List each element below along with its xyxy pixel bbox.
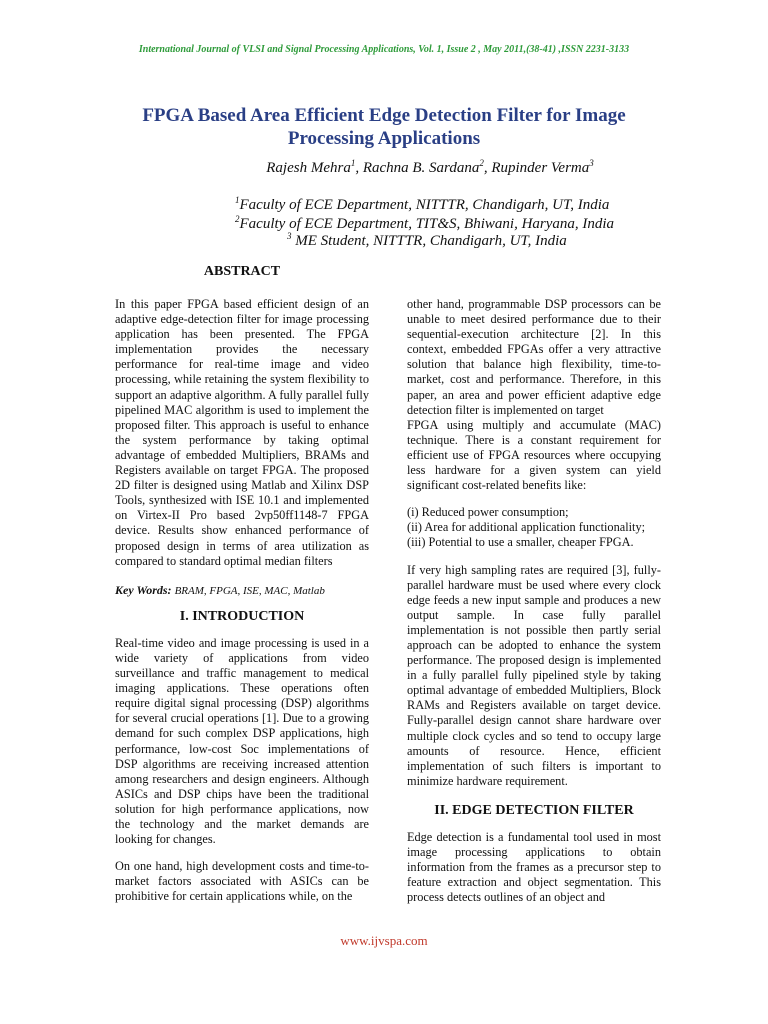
keywords	[115, 583, 369, 599]
author-superscript: 1	[350, 158, 356, 168]
right-column	[407, 297, 661, 905]
paragraph: If very high sampling rates are required [3], fully-parallel hardware must be used where every clock edge feeds a new input sample and produces a new output sample. In case fully parallel implementation is not possible then partly serial approach can be adopted to enhance the system performance. The proposed design is implemented in a fully parallel fully pipelined style by taking optimal advantage of embedded Multipliers, Block RAMs and Registers available on target device. Fully-parallel design cannot share hardware over multiple clock cycles and so tend to occupy large amounts of resource. Hence, efficient implementation of such filters is important to minimize hardware requirement.	[407, 562, 661, 788]
affiliation-text: ME Student, NITTTR, Chandigarh, UT, India	[291, 233, 567, 249]
affiliation-text: Faculty of ECE Department, NITTTR, Chandigarh, UT, India	[239, 197, 610, 213]
keywords-text: BRAM, FPGA, ISE, MAC, Matlab	[174, 584, 325, 597]
paragraph: On one hand, high development costs and time-to-market factors associated with ASICs can be prohibitive for certain applications while, on the	[115, 859, 369, 904]
affiliation-superscript: 1	[235, 195, 240, 205]
list-item: (i) Reduced power consumption;	[407, 505, 569, 520]
abstract-text: In this paper FPGA based efficient design of an adaptive edge-detection filter for image processing application has been presented. The FPGA implementation provides the necessary performance for real-time image and video processing, while retaining the system flexibility to support an adaptive algorithm. A fully parallel fully pipelined MAC algorithm is used to implement the proposed filter. This approach is useful to enhance the system performance by taking optimal advantage of embedded Multipliers, BRAMs and Registers available on target FPGA. The proposed 2D filter is designed using Matlab and Xilinx DSP Tools, synthesized with ISE 10.1 and implemented on Virtex-II Pro based 2vp50ff1148-7 FPGA device. Results show enhanced performance of proposed design in terms of area utilization as compared to standard optimal median filters	[115, 297, 369, 568]
affiliation-text: Faculty of ECE Department, TIT&S, Bhiwani, Haryana, India	[239, 216, 615, 232]
edge-detection-heading: II. EDGE DETECTION FILTER	[434, 802, 634, 818]
introduction-heading: I. INTRODUCTION	[179, 608, 305, 624]
paper-title: FPGA Based Area Efficient Edge Detection Filter for Image Processing Applications	[142, 105, 626, 149]
affiliation	[287, 233, 707, 250]
paragraph: other hand, programmable DSP processors can be unable to meet desired performance due to their sequential-execution architecture [2]. In this context, embedded FPGAs offer a very attractive solution that balance high flexibility, time-to-market, cost and performance. Therefore, in this paper, an area and power efficient adaptive edge detection filter is implemented on target	[407, 297, 661, 417]
journal-header: International Journal of VLSI and Signal Processing Applications, Vol. 1, Issue 2 , May 2011,(38-41) ,ISSN 2231-3133	[138, 44, 630, 55]
footer-url[interactable]: www.ijvspa.com	[340, 933, 428, 948]
affiliation	[235, 197, 655, 214]
list-item: (ii) Area for additional application functionality;	[407, 520, 646, 535]
abstract-heading: ABSTRACT	[203, 264, 281, 279]
author-name: Rajesh Mehra	[266, 160, 351, 176]
author-superscript: 2	[479, 158, 484, 168]
affiliation	[235, 216, 655, 233]
paragraph: Edge detection is a fundamental tool used in most image processing applications to obtain information from the frames as a precursor step to feature extraction and object segmentation. This process detects outlines of an object and	[407, 830, 661, 905]
keywords-label: Key Words:	[115, 582, 175, 597]
list-item: (iii) Potential to use a smaller, cheaper FPGA.	[407, 535, 634, 550]
affiliation-superscript: 2	[235, 214, 240, 224]
author-list	[200, 160, 660, 177]
author-name: Rupinder Verma	[491, 160, 590, 176]
left-column	[115, 297, 369, 904]
paragraph: FPGA using multiply and accumulate (MAC) technique. There is a constant requirement for efficient use of FPGA resources where occupying less hardware for a given system can yield significant cost-related benefits like:	[407, 417, 661, 493]
author-superscript: 3	[589, 158, 594, 168]
paragraph: Real-time video and image processing is used in a wide variety of applications from video surveillance and traffic management to medical imaging applications. These operations often require digital signal processing (DSP) algorithms for several crucial operations [1]. Due to a growing demand for such complex DSP applications, high performance, low-cost Soc implementations of DSP algorithms are receiving increased attention among researchers and design engineers. Although ASICs and DSP chips have been the traditional solution for high performance applications, now the technology and the market demands are looking for changes.	[115, 635, 369, 847]
author-name: Rachna B. Sardana	[362, 160, 480, 176]
author-separator: ,	[483, 160, 492, 176]
author-separator: ,	[355, 160, 363, 176]
affiliation-superscript: 3	[287, 231, 292, 241]
